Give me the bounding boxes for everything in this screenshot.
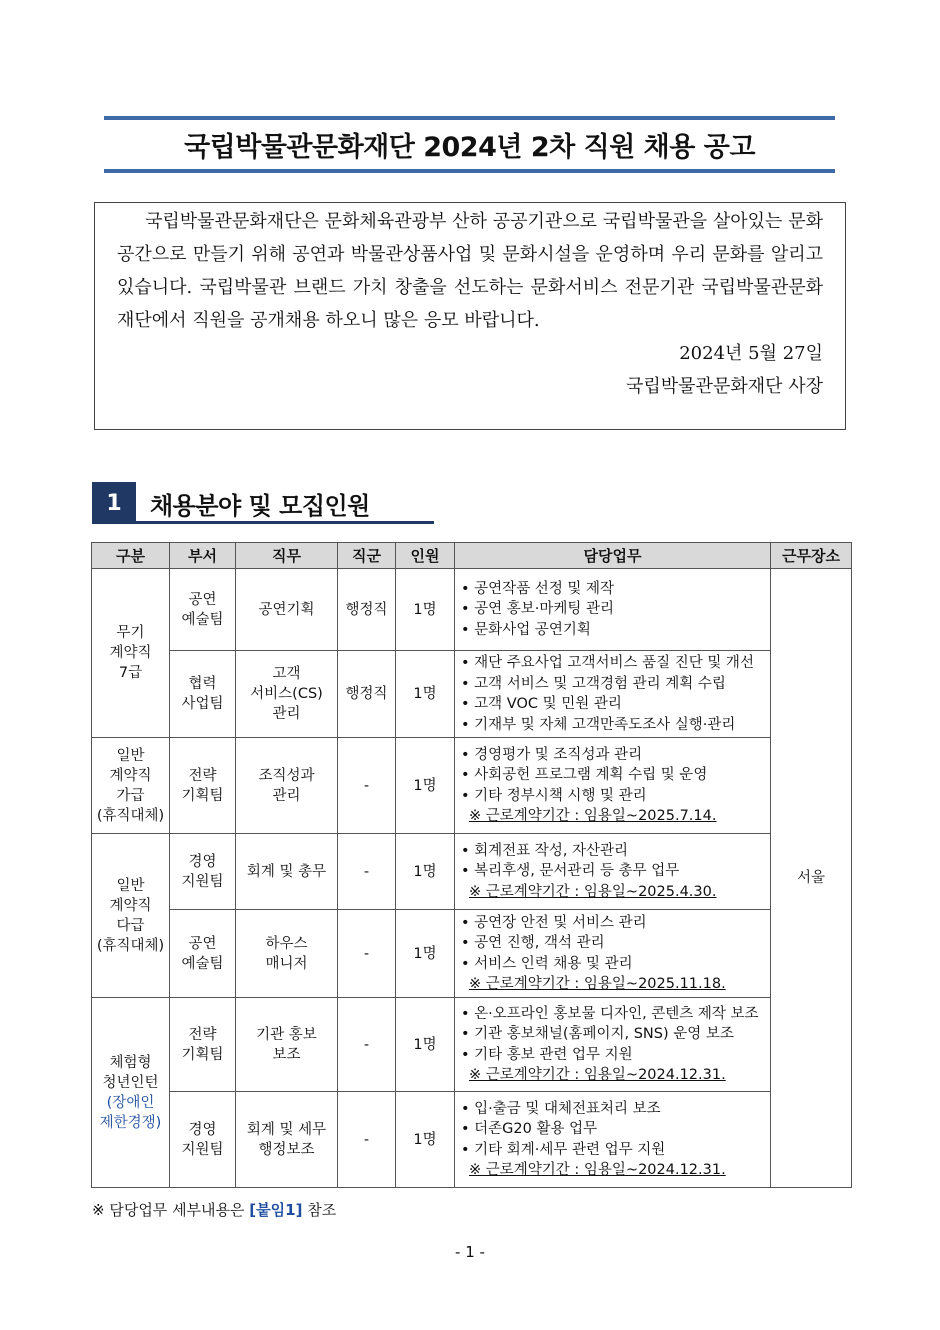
duty-item: • 공연 홍보·마케팅 관리 (461, 599, 768, 620)
contract-period: ※ 근로계약기간 : 임용일~2024.12.31. (469, 1067, 726, 1083)
footnote-suffix: 참조 (307, 1201, 337, 1219)
location-cell: 서울 (771, 569, 852, 1188)
category-note-line: 제한경쟁) (99, 1114, 162, 1131)
duty-item: • 온·오프라인 홍보물 디자인, 콘텐츠 제작 보조 (461, 1004, 768, 1025)
category-label-line: 가급 (116, 787, 145, 804)
footnote (92, 1199, 336, 1220)
job-cell-line: 행정보조 (258, 1141, 315, 1158)
duties-cell (455, 1092, 771, 1188)
header-duties: 담당업무 (455, 543, 771, 569)
duty-item: • 기타 홍보 관련 업무 지원 (461, 1045, 768, 1066)
duty-item: • 공연 진행, 객석 관리 (461, 933, 768, 954)
duties-list (461, 653, 768, 735)
duties-list (461, 841, 768, 882)
count-cell: 1명 (396, 651, 455, 738)
table-row (92, 834, 852, 910)
header-count: 인원 (396, 543, 455, 569)
duty-item: • 복리후생, 문서관리 등 총무 업무 (461, 861, 768, 882)
page-title: 국립박물관문화재단 2024년 2차 직원 채용 공고 (184, 132, 755, 163)
duty-item: • 재단 주요사업 고객서비스 품질 진단 및 개선 (461, 653, 768, 674)
duties-cell (455, 910, 771, 998)
job-cell (236, 998, 338, 1092)
intro-text: 국립박물관문화재단은 문화체육관광부 산하 공공기관으로 국립박물관을 살아있는 문화공간으로 만들기 위해 공연과 박물관상품사업 및 문화시설을 운영하며 우리 문화를 알리고 있습니다. 국립박물관 브랜드 가치 창출을 선도하는 문화서비스 전문기관 국립박물관문화재단에서 직원을 공개채용 하오니 많은 응모 바랍니다. (117, 211, 823, 331)
duty-item: • 회계전표 작성, 자산관리 (461, 841, 768, 862)
duties-cell (455, 998, 771, 1092)
duty-item: • 문화사업 공연기획 (461, 620, 768, 641)
dept-cell-line: 공연 (188, 591, 217, 608)
dept-cell-line: 경영 (188, 1121, 217, 1138)
contract-period: ※ 근로계약기간 : 임용일~2025.7.14. (469, 808, 717, 824)
dept-cell (170, 569, 236, 651)
contract-period: ※ 근로계약기간 : 임용일~2024.12.31. (469, 1162, 726, 1178)
duty-item: • 기관 홍보채널(홈페이지, SNS) 운영 보조 (461, 1024, 768, 1045)
dept-cell-line: 전략 (188, 767, 217, 784)
job-cell (236, 910, 338, 998)
duties-list (461, 1099, 768, 1161)
job-cell-line: 매니저 (265, 955, 308, 972)
dept-cell-line: 기획팀 (181, 1046, 224, 1063)
job-type-cell: - (338, 738, 396, 834)
dept-cell-line: 협력 (188, 676, 217, 692)
duties-cell (455, 651, 771, 738)
job-cell-line: 회계 및 세무 (246, 1121, 327, 1138)
table-row (92, 569, 852, 651)
table-row (92, 998, 852, 1092)
header-job-type: 직군 (338, 543, 396, 569)
dept-cell (170, 651, 236, 738)
duty-item: • 사회공헌 프로그램 계획 수립 및 운영 (461, 765, 768, 786)
intro-date: 2024년 5월 27일 (679, 343, 823, 364)
count-cell: 1명 (396, 738, 455, 834)
duties-list (461, 745, 768, 807)
section-number: 1 (92, 482, 136, 524)
dept-cell-line: 공연 (188, 935, 217, 952)
category-label-line: 다급 (116, 917, 145, 934)
dept-cell (170, 834, 236, 910)
job-cell (236, 651, 338, 738)
job-cell-line: 조직성과 (258, 767, 315, 784)
dept-cell-line: 사업팀 (181, 696, 224, 712)
count-cell: 1명 (396, 1092, 455, 1188)
job-cell-line: 관리 (272, 706, 301, 722)
duties-cell (455, 569, 771, 651)
category-label-line: 7급 (118, 665, 143, 681)
category-cell (92, 998, 170, 1188)
job-type-cell: - (338, 1092, 396, 1188)
job-cell-line: 관리 (272, 787, 301, 804)
category-label-line: 체험형 (109, 1054, 152, 1071)
job-cell-line: 하우스 (265, 935, 308, 952)
job-cell-line: 고객 (272, 666, 301, 682)
count-cell: 1명 (396, 834, 455, 910)
duty-item: • 고객 VOC 및 민원 관리 (461, 694, 768, 715)
job-cell (236, 569, 338, 651)
duties-cell (455, 738, 771, 834)
duty-item: • 경영평가 및 조직성과 관리 (461, 745, 768, 766)
section-underline (92, 521, 434, 524)
section-heading (92, 482, 370, 524)
job-cell-line: 서비스(CS) (250, 686, 323, 702)
dept-cell-line: 예술팀 (181, 955, 224, 972)
contract-period: ※ 근로계약기간 : 임용일~2025.4.30. (469, 883, 717, 900)
table-row (92, 651, 852, 738)
footnote-prefix: ※ 담당업무 세부내용은 (92, 1201, 245, 1219)
category-cell (92, 834, 170, 998)
header-location: 근무장소 (771, 543, 852, 569)
table-row (92, 738, 852, 834)
count-cell: 1명 (396, 998, 455, 1092)
category-cell (92, 569, 170, 738)
category-label-line: 계약직 (109, 767, 152, 784)
table-row (92, 910, 852, 998)
dept-cell (170, 1092, 236, 1188)
dept-cell (170, 998, 236, 1092)
dept-cell-line: 지원팀 (181, 1141, 224, 1158)
duty-item: • 기타 회계·세무 관련 업무 지원 (461, 1140, 768, 1161)
category-note-line: (장애인 (106, 1094, 155, 1111)
section-title: 채용분야 및 모집인원 (150, 491, 370, 520)
job-cell (236, 834, 338, 910)
duty-item: • 공연작품 선정 및 제작 (461, 579, 768, 600)
count-cell: 1명 (396, 569, 455, 651)
dept-cell-line: 기획팀 (181, 787, 224, 804)
contract-period: ※ 근로계약기간 : 임용일~2025.11.18. (469, 976, 726, 992)
category-cell (92, 738, 170, 834)
category-label-line: 일반 (116, 747, 145, 764)
header-category: 구분 (92, 543, 170, 569)
dept-cell-line: 전략 (188, 1026, 217, 1043)
job-type-cell: - (338, 834, 396, 910)
job-cell (236, 1092, 338, 1188)
duty-item: • 기타 정부시책 시행 및 관리 (461, 786, 768, 807)
title-banner (104, 116, 835, 173)
intro-signature: 국립박물관문화재단 사장 (626, 376, 823, 397)
duties-list (461, 913, 768, 975)
duties-list (461, 579, 768, 641)
page-number: - 1 - (455, 1243, 485, 1261)
duty-item: • 입·출금 및 대체전표처리 보조 (461, 1099, 768, 1120)
job-type-cell: 행정직 (338, 569, 396, 651)
table-row (92, 1092, 852, 1188)
job-cell-line: 기관 홍보 (256, 1026, 317, 1043)
dept-cell (170, 910, 236, 998)
duty-item: • 서비스 인력 채용 및 관리 (461, 954, 768, 975)
duties-list (461, 1004, 768, 1066)
count-cell: 1명 (396, 910, 455, 998)
header-dept: 부서 (170, 543, 236, 569)
category-label-line: (휴직대체) (96, 807, 165, 824)
category-label-line: 무기 (116, 625, 145, 641)
category-label-line: 청년인턴 (102, 1074, 159, 1091)
header-job: 직무 (236, 543, 338, 569)
duty-item: • 고객 서비스 및 고객경험 관리 계획 수립 (461, 674, 768, 695)
category-label-line: 계약직 (109, 897, 152, 914)
category-label-line: (휴직대체) (96, 937, 165, 954)
job-cell-line: 회계 및 총무 (246, 863, 327, 880)
job-cell-line: 공연기획 (258, 601, 315, 618)
job-cell (236, 738, 338, 834)
job-type-cell: - (338, 998, 396, 1092)
duty-item: • 기재부 및 자체 고객만족도조사 실행·관리 (461, 715, 768, 736)
dept-cell-line: 경영 (188, 853, 217, 870)
duty-item: • 더존G20 활용 업무 (461, 1119, 768, 1140)
category-label-line: 계약직 (109, 645, 152, 661)
duties-cell (455, 834, 771, 910)
category-label-line: 일반 (116, 877, 145, 894)
duty-item: • 공연장 안전 및 서비스 관리 (461, 913, 768, 934)
dept-cell (170, 738, 236, 834)
job-cell-line: 보조 (272, 1046, 301, 1063)
recruitment-table (91, 542, 852, 1188)
job-type-cell: 행정직 (338, 651, 396, 738)
job-type-cell: - (338, 910, 396, 998)
dept-cell-line: 지원팀 (181, 873, 224, 890)
table-header-row (92, 543, 852, 569)
intro-box (94, 202, 846, 430)
dept-cell-line: 예술팀 (181, 611, 224, 628)
footnote-ref: [붙임1] (249, 1201, 303, 1219)
